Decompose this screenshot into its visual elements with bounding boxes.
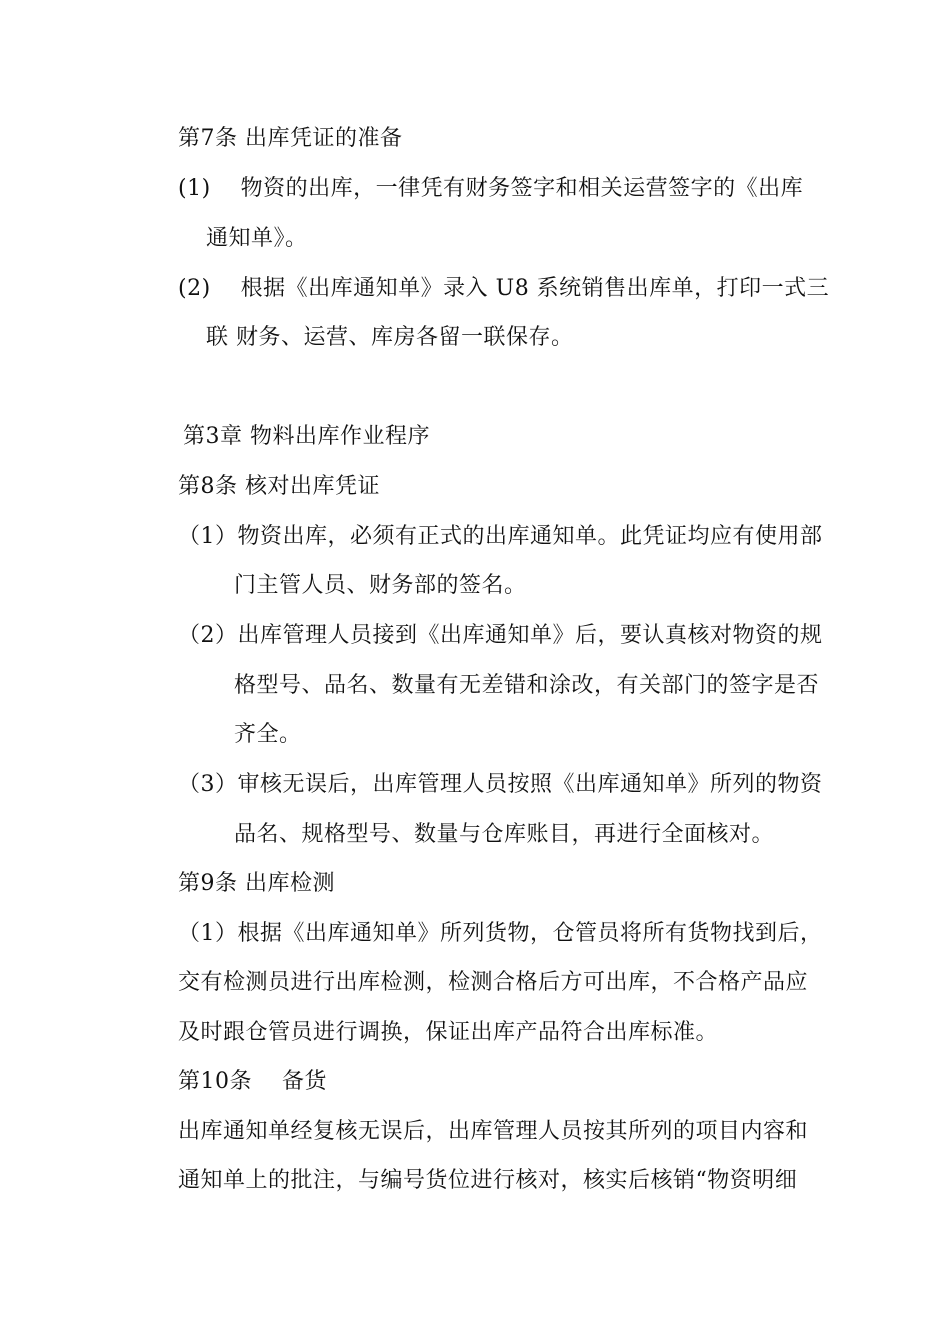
article-8-item-2-cont1: 格型号、品名、数量有无差错和涂改，有关部门的签字是否 [234,673,820,698]
article-9-heading: 第9条 出库检测 [178,871,335,896]
article-9-item-1-cont1: 交有检测员进行出库检测，检测合格后方可出库，不合格产品应 [178,970,809,995]
article-10-para-line1: 出库通知单经复核无误后，出库管理人员按其所列的项目内容和 [178,1119,809,1144]
article-8-heading: 第8条 核对出库凭证 [178,474,380,499]
article-8-item-3-cont: 品名、规格型号、数量与仓库账目，再进行全面核对。 [234,822,775,847]
article-8-item-2-cont2: 齐全。 [234,722,302,747]
article-8-item-1-cont: 门主管人员、财务部的签名。 [234,573,527,598]
article-8-item-1: （1）物资出库，必须有正式的出库通知单。此凭证均应有使用部 [178,524,823,549]
article-7-item-2-cont: 联 财务、运营、库房各留一联保存。 [206,325,574,350]
article-7-item-1-cont: 通知单》。 [206,226,308,251]
article-7-item-1: (1) 物资的出库，一律凭有财务签字和相关运营签字的《出库 [178,176,804,201]
article-10-heading: 第10条 备货 [178,1069,327,1094]
article-9-item-1-cont2: 及时跟仓管员进行调换，保证出库产品符合出库标准。 [178,1020,719,1045]
article-10-para-line2: 通知单上的批注，与编号货位进行核对，核实后核销“物资明细 [178,1168,798,1193]
article-8-item-3: （3）审核无误后，出库管理人员按照《出库通知单》所列的物资 [178,772,823,797]
article-7-heading: 第7条 出库凭证的准备 [178,126,403,151]
article-8-item-2: （2）出库管理人员接到《出库通知单》后，要认真核对物资的规 [178,623,823,648]
article-9-item-1: （1）根据《出库通知单》所列货物，仓管员将所有货物找到后， [178,921,823,946]
article-7-item-2: (2) 根据《出库通知单》录入 U8 系统销售出库单，打印一式三 [178,276,830,301]
chapter-3-heading: 第3章 物料出库作业程序 [183,424,430,449]
